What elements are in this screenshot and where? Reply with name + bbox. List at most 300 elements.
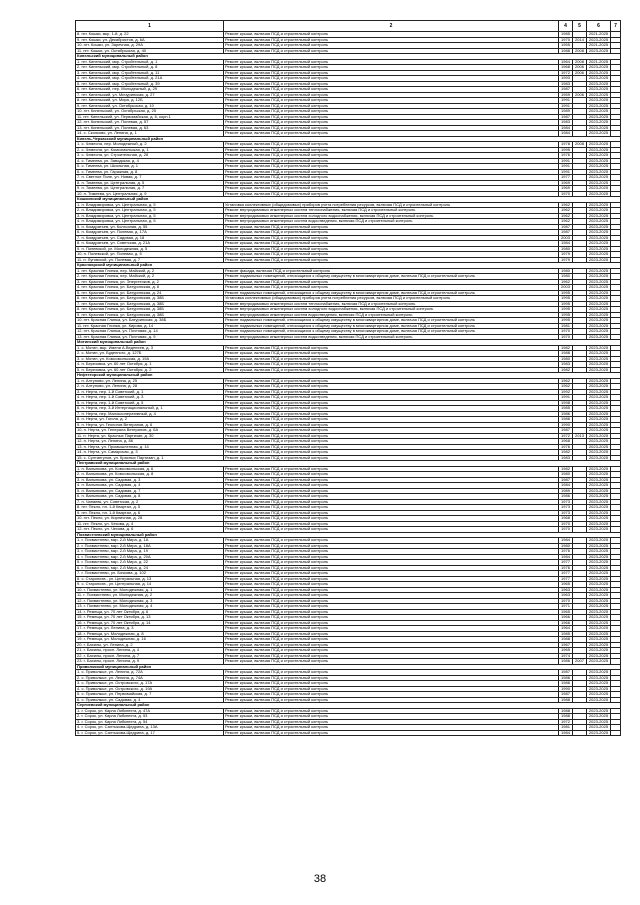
- address-cell: 4. п. Валынкова, ул. Садовая, д. 4: [76, 483, 224, 489]
- work-type-cell: Ремонт крыши, включая ПСД и строительный контроль: [224, 626, 559, 632]
- address-cell: 6. пгт. Красная Глинка, ул. Батуринская, д. 38Б: [76, 296, 224, 302]
- address-cell: 1. с. Мотин, мкр. Имени А.Веденеев, д. 3: [76, 345, 224, 351]
- year-built-cell: 1969: [559, 180, 573, 186]
- work-type-cell: Ремонт крыши, включая ПСД и строительный контроль: [224, 428, 559, 434]
- year-built-cell: 1980: [559, 246, 573, 252]
- work-type-cell: Ремонт крыши, включая ПСД и строительный контроль: [224, 76, 559, 82]
- period-cell: 2023-2025: [587, 620, 611, 626]
- address-cell: 2. пгт. Кинельский, мкр. Стройтельный, д. 8: [76, 65, 224, 71]
- year-built-cell: 1995: [559, 301, 573, 307]
- address-cell: 8. пгт. Кинельский, ул. Мира, д. 12Б: [76, 98, 224, 104]
- address-cell: 5. с. Приволжье, ул. Первомайская, д. 7: [76, 692, 224, 698]
- year-built-cell: 1991: [559, 169, 573, 175]
- period-cell: 2023-2025: [587, 312, 611, 318]
- header-cell-1: 1: [76, 21, 224, 32]
- work-type-cell: Ремонт крыши, включая ПСД и строительный контроль: [224, 384, 559, 390]
- year-built-cell: 1972: [559, 719, 573, 725]
- period-cell: 2023-2025: [587, 516, 611, 522]
- work-type-cell: Ремонт крыши, включая ПСД и строительный контроль: [224, 70, 559, 76]
- period-cell: 2023-2025: [587, 285, 611, 291]
- period-cell: 2023-2025: [587, 180, 611, 186]
- year-built-cell: 1962: [559, 208, 573, 214]
- year-built-cell: 1986: [559, 675, 573, 681]
- work-type-cell: Ремонт крыши, включая ПСД и строительный контроль: [224, 114, 559, 120]
- year-built-cell: 1977: [559, 560, 573, 566]
- year-built-cell: 1982: [559, 367, 573, 373]
- period-cell: 2023-2025: [587, 450, 611, 456]
- address-cell: 11. пгт. Пекло, ул. Чехова, д. 4: [76, 521, 224, 527]
- period-cell: 2023-2025: [587, 147, 611, 153]
- address-cell: 5. г. Сорок, ул. Салтыкова-Щедрина, д. 17: [76, 730, 224, 736]
- period-cell: 2023-2025: [587, 675, 611, 681]
- period-cell: 2023-2025: [587, 186, 611, 192]
- work-type-cell: Ремонт крыши, включая ПСД и строительный контроль: [224, 81, 559, 87]
- table-row: [76, 730, 621, 736]
- work-type-cell: Ремонт крыши, включая ПСД и строительный контроль: [224, 389, 559, 395]
- address-cell: 14. п. Нерта, ул. Самарская, д. 3: [76, 450, 224, 456]
- year-built-cell: 1990: [559, 422, 573, 428]
- work-type-cell: Ремонт крыши, включая ПСД и строительный контроль: [224, 180, 559, 186]
- year-built-cell: 1970: [559, 191, 573, 197]
- address-cell: 1. п. Алтуново, ул. Ленина, д. 25: [76, 378, 224, 384]
- period-cell: 2023-2025: [587, 345, 611, 351]
- year-built-cell: 1976: [559, 549, 573, 555]
- period-cell: 2023-2025: [587, 510, 611, 516]
- year-built-cell: 1974: [559, 653, 573, 659]
- address-cell: 9. с. Старопохв., ул. Центральная, д. 14: [76, 582, 224, 588]
- address-cell: 5. с. Тимеева, ул. Школьная, д. 1: [76, 164, 224, 170]
- period-cell: 2023-2025: [587, 175, 611, 181]
- address-cell: 18. г. Ремеща, ул. Молодежная, д. 8: [76, 631, 224, 637]
- address-cell: 11. пгт. Кинельский, ул. Первомайская, д. 6, корп.1: [76, 114, 224, 120]
- address-cell: 2. п. Владимировка, ул. Центральная, д. 5: [76, 208, 224, 214]
- work-type-cell: Ремонт крыши, включая ПСД и строительный контроль: [224, 681, 559, 687]
- work-type-cell: Ремонт крыши, включая ПСД и строительный контроль: [224, 230, 559, 236]
- address-cell: 3. пгт. Красная Глинка, ул. Энергетиков, д. 2: [76, 279, 224, 285]
- year-built-cell: 1985: [559, 406, 573, 412]
- period-cell: 2023-2025: [587, 241, 611, 247]
- work-type-cell: Ремонт крыши, включая ПСД и строительный контроль: [224, 241, 559, 247]
- work-type-cell: Ремонт подвальных помещений, относящихся к общему имуществу в многоквартирном доме, включая ПСД и строительный контроль: [224, 290, 559, 296]
- address-cell: 15. с. Султангулов, ул. Красных Партизан, д. 1: [76, 455, 224, 461]
- period-cell: 2023-2025: [587, 631, 611, 637]
- address-cell: 12. пгт. Пекло, ул. Чехова, д. 6: [76, 527, 224, 533]
- year-built-cell: 1984: [559, 730, 573, 736]
- work-type-cell: Ремонт крыши, включая ПСД и строительный контроль: [224, 725, 559, 731]
- address-cell: 2. с. Чемесна, ул. Комсомольская, д. 1: [76, 147, 224, 153]
- work-type-cell: Ремонт крыши, включая ПСД и строительный контроль: [224, 598, 559, 604]
- period-cell: 2023-2025: [587, 686, 611, 692]
- period-cell: 2023-2025: [587, 521, 611, 527]
- period-cell: 2023-2025: [587, 472, 611, 478]
- year-built-cell: 1986: [559, 681, 573, 687]
- work-type-cell: Ремонт крыши, включая ПСД и строительный контроль: [224, 395, 559, 401]
- address-cell: 7. г. Похвистнево, ул. Бочкова, д. 102: [76, 571, 224, 577]
- work-type-cell: Ремонт крыши, включая ПСД и строительный контроль: [224, 648, 559, 654]
- address-cell: 13. п. Нерта, ул. Промышленная, д. 14: [76, 444, 224, 450]
- page-number: 38: [313, 873, 327, 885]
- work-type-cell: Ремонт крыши, включая ПСД и строительный контроль: [224, 433, 559, 439]
- section-title: Похвистневский муниципальный район: [76, 532, 621, 538]
- address-cell: 16. г. Ремеща, ул. 70 лет Октября, д. 14: [76, 620, 224, 626]
- address-cell: 23. г. Бахилы, просп. Ленина, д. 9: [76, 659, 224, 665]
- section-title: Кинель-Черкасский муниципальный район: [76, 136, 621, 142]
- period-cell: 2023-2025: [587, 477, 611, 483]
- work-type-cell: Ремонт крыши, включая ПСД и строительный контроль: [224, 730, 559, 736]
- address-cell: 8. п. Нерта, ул. Гоголя, д. 2: [76, 417, 224, 423]
- year-built-cell: 1986: [559, 494, 573, 500]
- header-cell-4: 4: [559, 21, 573, 32]
- period-cell: 2023-2025: [587, 543, 611, 549]
- address-cell: 4. п. Владимировка, ул. Центральная, д. 5: [76, 219, 224, 225]
- address-cell: 9. пгт. Красная Глинка, ул. Батуринская, д. 38Б: [76, 312, 224, 318]
- work-type-cell: Ремонт крыши, включая ПСД и строительный контроль: [224, 571, 559, 577]
- period-cell: 2023-2025: [587, 571, 611, 577]
- work-type-cell: Ремонт крыши, включая ПСД и строительный контроль: [224, 87, 559, 93]
- header-cell-5: 5: [573, 21, 587, 32]
- address-cell: 14. с. Сколково, ул. Ленина, д. 1: [76, 131, 224, 137]
- year-built-cell: 1989: [559, 109, 573, 115]
- address-cell: 2. с. Приволжье, ул. Ленина, д. 74А: [76, 675, 224, 681]
- address-cell: 1. пгт. Красная Глинка, пер. Майский, д. 2: [76, 268, 224, 274]
- year-built-cell: 1966: [559, 615, 573, 621]
- work-type-cell: Ремонт крыши, включая ПСД и строительный контроль: [224, 120, 559, 126]
- period-cell: 2023-2025: [587, 670, 611, 676]
- period-cell: 2021-2025: [587, 43, 611, 49]
- work-type-cell: Ремонт крыши, включая ПСД и строительный контроль: [224, 378, 559, 384]
- year-built-cell: 1981: [559, 323, 573, 329]
- year-built-cell: 1988: [559, 637, 573, 643]
- year-built-cell: 1965: [559, 609, 573, 615]
- work-type-cell: Ремонт крыши, включая ПСД и строительный контроль: [224, 169, 559, 175]
- work-type-cell: Ремонт крыши, включая ПСД и строительный контроль: [224, 285, 559, 291]
- period-cell: 2023-2025: [587, 598, 611, 604]
- work-type-cell: Ремонт крыши, включая ПСД и строительный контроль: [224, 345, 559, 351]
- period-cell: 2023-2025: [587, 76, 611, 82]
- works-table-container: [75, 20, 620, 736]
- period-cell: 2023-2025: [587, 224, 611, 230]
- period-cell: 2023-2025: [587, 505, 611, 511]
- year-built-cell: 1976: [559, 153, 573, 159]
- work-type-cell: Ремонт крыши, включая ПСД и строительный контроль: [224, 362, 559, 368]
- period-cell: 2023-2025: [587, 208, 611, 214]
- address-cell: 1. с. Чемесна, пер. Молодежный, д. 2: [76, 142, 224, 148]
- section-title: Нефтегорский муниципальный район: [76, 373, 621, 379]
- period-cell: 2023-2025: [587, 279, 611, 285]
- address-cell: 4. г. Сорок, ул. Салтыкова-Щедрина, д. 13А: [76, 725, 224, 731]
- year-built-cell: 1984: [559, 483, 573, 489]
- period-cell: 2023-2025: [587, 246, 611, 252]
- year-built-cell: 1983: [559, 362, 573, 368]
- address-cell: 5. п. Березовка, ул. 60 лет Октября, д. 2: [76, 367, 224, 373]
- period-cell: 2023-2025: [587, 362, 611, 368]
- address-cell: 6. г. Похвистнево, мкр. 2-й Мира, д. 24: [76, 565, 224, 571]
- year-built-cell: 1970: [559, 334, 573, 340]
- period-cell: 2023-2025: [587, 296, 611, 302]
- work-type-cell: Ремонт крыши, включая ПСД и строительный контроль: [224, 488, 559, 494]
- work-type-cell: Ремонт крыши, включая ПСД и строительный контроль: [224, 175, 559, 181]
- year-renovated-cell: 2008: [573, 48, 587, 54]
- header-cell-2: 2: [224, 21, 559, 32]
- work-type-cell: Ремонт крыши, включая ПСД и строительный контроль: [224, 615, 559, 621]
- work-type-cell: Ремонт подвальных помещений, относящихся к общему имуществу в многоквартирном доме, включая ПСД и строительный контроль: [224, 274, 559, 280]
- period-cell: 2023-2025: [587, 494, 611, 500]
- year-built-cell: 1991: [559, 103, 573, 109]
- period-cell: 2023-2025: [587, 257, 611, 263]
- period-cell: 2023-2025: [587, 681, 611, 687]
- address-cell: 11. п. Луговской, ул. Полевая, д. 7: [76, 257, 224, 263]
- year-built-cell: 1987: [559, 692, 573, 698]
- work-type-cell: Ремонт крыши, включая ПСД и строительный контроль: [224, 538, 559, 544]
- year-built-cell: 1995: [559, 296, 573, 302]
- period-cell: 2023-2025: [587, 367, 611, 373]
- address-cell: 3. с. Чемесна, ул. Строительная, д. 28: [76, 153, 224, 159]
- work-type-cell: Ремонт крыши, включая ПСД и строительный контроль: [224, 32, 559, 38]
- address-cell: 10. пгт. Красная Глинка, ул. Батуринская, д. 38Б: [76, 318, 224, 324]
- work-type-cell: Ремонт внутридомовых инженерных систем теплоснабжения, включая ПСД и строительный контроль: [224, 208, 559, 214]
- work-type-cell: Ремонт крыши, включая ПСД и строительный контроль: [224, 422, 559, 428]
- year-built-cell: 1995: [559, 147, 573, 153]
- period-cell: 2021-2025: [587, 59, 611, 65]
- year-built-cell: 1986: [559, 659, 573, 665]
- period-cell: 2023-2025: [587, 48, 611, 54]
- address-cell: 12. п. Нерта, ул. Ленина, д. 86: [76, 439, 224, 445]
- year-built-cell: 1967: [559, 642, 573, 648]
- year-built-cell: 1971: [559, 604, 573, 610]
- year-built-cell: 1970: [559, 329, 573, 335]
- year-built-cell: 1985: [559, 631, 573, 637]
- work-type-cell: Ремонт крыши, включая ПСД и строительный контроль: [224, 158, 559, 164]
- period-cell: 2023-2025: [587, 692, 611, 698]
- year-built-cell: 1979: [559, 252, 573, 258]
- period-cell: 2023-2025: [587, 323, 611, 329]
- period-cell: 2023-2025: [587, 70, 611, 76]
- period-cell: 2023-2025: [587, 576, 611, 582]
- address-cell: 3. пгт. Кинельский, мкр. Стройтельный, д. 11: [76, 70, 224, 76]
- year-built-cell: 1965: [559, 582, 573, 588]
- address-cell: 3. с. Мотин, ул. Комсомольская, д. 19А: [76, 356, 224, 362]
- year-built-cell: 1964: [559, 626, 573, 632]
- year-built-cell: 1970: [559, 521, 573, 527]
- year-built-cell: 1973: [559, 510, 573, 516]
- work-type-cell: Ремонт крыши, включая ПСД и строительный контроль: [224, 450, 559, 456]
- year-built-cell: 1963: [559, 587, 573, 593]
- work-type-cell: Ремонт крыши, включая ПСД и строительный контроль: [224, 142, 559, 148]
- header-cell-6: 6: [587, 21, 611, 32]
- section-title: Приволжский муниципальный район: [76, 664, 621, 670]
- year-built-cell: 1970: [559, 598, 573, 604]
- address-cell: 10. п. Нерта, ул. Генерала Ветеранов, д. 6А: [76, 428, 224, 434]
- work-type-cell: Ремонт крыши, включая ПСД и строительный контроль: [224, 109, 559, 115]
- work-type-cell: Ремонт крыши, включая ПСД и строительный контроль: [224, 252, 559, 258]
- address-cell: 9. п. Нерта, ул. Геологов Ветеранов, д. 6: [76, 422, 224, 428]
- period-cell: 2023-2025: [587, 301, 611, 307]
- period-cell: 2023-2025: [587, 65, 611, 71]
- address-cell: 4. с. Тимеева, ул. Заводская, д. 4: [76, 158, 224, 164]
- work-type-cell: Ремонт крыши, включая ПСД и строительный контроль: [224, 351, 559, 357]
- address-cell: 5. п. Нерта, пер. 1-й Советский, д. 5: [76, 400, 224, 406]
- year-built-cell: 1991: [559, 98, 573, 104]
- work-type-cell: Ремонт крыши, включая ПСД и строительный контроль: [224, 554, 559, 560]
- year-built-cell: 1995: [559, 312, 573, 318]
- work-type-cell: Ремонт крыши, включая ПСД и строительный контроль: [224, 406, 559, 412]
- year-built-cell: 1973: [559, 505, 573, 511]
- year-built-cell: 1989: [559, 488, 573, 494]
- period-cell: 2023-2025: [587, 169, 611, 175]
- address-cell: 13. пгт. Кинельский, ул. Полевая, д. 63: [76, 125, 224, 131]
- year-built-cell: 1986: [559, 417, 573, 423]
- year-built-cell: 1980: [559, 268, 573, 274]
- address-cell: 7. пгт. Красная Глинка, ул. Батуринская, д. 38Б: [76, 301, 224, 307]
- period-cell: 2023-2025: [587, 411, 611, 417]
- work-type-cell: Ремонт крыши, включая ПСД и строительный контроль: [224, 499, 559, 505]
- year-renovated-cell: [573, 730, 587, 736]
- year-renovated-cell: 2013: [573, 433, 587, 439]
- work-type-cell: Ремонт крыши, включая ПСД и строительный контроль: [224, 477, 559, 483]
- period-cell: 2023-2025: [587, 455, 611, 461]
- work-type-cell: Установка коллективных (общедомовых) приборов учета потребления ресурсов, включая ПСД и строительный контроль: [224, 296, 559, 302]
- period-cell: 2023-2025: [587, 235, 611, 241]
- year-built-cell: 1995: [559, 318, 573, 324]
- work-type-cell: Ремонт крыши, включая ПСД и строительный контроль: [224, 631, 559, 637]
- address-cell: 13. пгт. Красная Глинка, ул. Почтовая, д. 9: [76, 334, 224, 340]
- work-type-cell: Ремонт внутридомовых инженерных систем водоотведения, включая ПСД и строительный контроль: [224, 219, 559, 225]
- work-type-cell: Ремонт крыши, включая ПСД и строительный контроль: [224, 186, 559, 192]
- period-cell: 2023-2025: [587, 290, 611, 296]
- work-type-cell: Ремонт крыши, включая ПСД и строительный контроль: [224, 505, 559, 511]
- work-type-cell: Ремонт подвальных помещений, относящихся к общему имуществу в многоквартирном доме, включая ПСД и строительный контроль: [224, 318, 559, 324]
- period-cell: 2023-2025: [587, 109, 611, 115]
- period-cell: 2023-2025: [587, 98, 611, 104]
- section-title: Пестравский муниципальный район: [76, 461, 621, 467]
- work-type-cell: Ремонт крыши, включая ПСД и строительный контроль: [224, 444, 559, 450]
- year-built-cell: 1982: [559, 466, 573, 472]
- year-built-cell: 1962: [559, 213, 573, 219]
- address-cell: 4. п. Нерта, пер. 1-й Советский, д. 3: [76, 395, 224, 401]
- address-cell: 3. п. Владимировка, ул. Центральная, д. 5: [76, 213, 224, 219]
- year-built-cell: 1970: [559, 37, 573, 43]
- year-built-cell: 1977: [559, 571, 573, 577]
- year-renovated-cell: 2006: [573, 70, 587, 76]
- year-built-cell: 1976: [559, 444, 573, 450]
- work-type-cell: Ремонт внутридомовых инженерных систем теплоснабжения, включая ПСД и строительный контроль: [224, 301, 559, 307]
- period-cell: 2023-2025: [587, 549, 611, 555]
- period-cell: 2023-2025: [587, 384, 611, 390]
- address-cell: 1. п. Валынкова, ул. Комсомольская, д. 6: [76, 466, 224, 472]
- work-type-cell: Ремонт крыши, включая ПСД и строительный контроль: [224, 565, 559, 571]
- work-type-cell: Ремонт крыши, включая ПСД и строительный контроль: [224, 708, 559, 714]
- year-renovated-cell: 2006: [573, 65, 587, 71]
- period-cell: 2023-2025: [587, 554, 611, 560]
- address-cell: 5. п. Валынкова, ул. Садовая, д. 7: [76, 488, 224, 494]
- address-cell: 1. п. Владимировка, ул. Центральная, д. 5: [76, 202, 224, 208]
- period-cell: 2023-2025: [587, 389, 611, 395]
- year-built-cell: 1984: [559, 538, 573, 544]
- year-built-cell: 1964: [559, 59, 573, 65]
- period-cell: 2023-2025: [587, 103, 611, 109]
- work-type-cell: Ремонт внутридомовых инженерных систем холодного водоснабжения, включая ПСД и строительный контроль: [224, 307, 559, 313]
- address-cell: 10. пгт. Пекло, ул. Кирпичная, д. 28: [76, 516, 224, 522]
- address-cell: 9. пгт. Кошки, ул. Декабристов, д. 6А: [76, 37, 224, 43]
- address-cell: 2. г. Похвистнево, мкр. 2-й Мира, д. 18А: [76, 543, 224, 549]
- period-cell: 2023-2025: [587, 120, 611, 126]
- period-cell: 2023-2025: [587, 593, 611, 599]
- address-cell: 6. с. Приволжье, ул. Садовая, д. 4: [76, 697, 224, 703]
- year-built-cell: 1984: [559, 241, 573, 247]
- address-cell: 8. пгт. Красная Глинка, ул. Батуринская, д. 38Б: [76, 307, 224, 313]
- work-type-cell: Ремонт подвальных помещений, относящихся к общему имуществу в многоквартирном доме, включая ПСД и строительный контроль: [224, 323, 559, 329]
- period-cell: 2023-2025: [587, 268, 611, 274]
- address-cell: 5. пгт. Кинельский, мкр. Стройтельный, д. 39: [76, 81, 224, 87]
- address-cell: 13. г. Похвистнево, ул. Молодежная, д. 4: [76, 604, 224, 610]
- period-cell: 2023-2025: [587, 356, 611, 362]
- period-cell: 2023-2025: [587, 587, 611, 593]
- work-type-cell: Ремонт крыши, включая ПСД и строительный контроль: [224, 521, 559, 527]
- year-built-cell: 1985: [559, 32, 573, 38]
- table-header-row: [76, 21, 621, 32]
- address-cell: 11. г. Похвистнево, ул. Молодежная, д. 2: [76, 593, 224, 599]
- period-cell: 2023-2025: [587, 653, 611, 659]
- address-cell: 9. пгт. Кинельский, ул. Октябрьская, д. 10: [76, 103, 224, 109]
- year-built-cell: 1988: [559, 48, 573, 54]
- section-title: Сергиевский муниципальный район: [76, 703, 621, 709]
- work-type-cell: Ремонт крыши, включая ПСД и строительный контроль: [224, 692, 559, 698]
- work-type-cell: Ремонт крыши, включая ПСД и строительный контроль: [224, 593, 559, 599]
- address-cell: 2. пгт. Красная Глинка, пер. Майский, д. 2: [76, 274, 224, 280]
- period-cell: 2023-2025: [587, 153, 611, 159]
- table-body: [76, 21, 621, 736]
- year-built-cell: 1987: [559, 114, 573, 120]
- year-built-cell: 1987: [559, 87, 573, 93]
- work-type-cell: Установка коллективных (общедомовых) приборов учета потребления ресурсов, включая ПСД и строительный контроль: [224, 202, 559, 208]
- year-built-cell: 2003: [559, 235, 573, 241]
- year-built-cell: 1980: [559, 472, 573, 478]
- period-cell: 2023-2025: [587, 466, 611, 472]
- year-built-cell: 1991: [559, 164, 573, 170]
- period-cell: 2023-2025: [587, 114, 611, 120]
- work-type-cell: Ремонт крыши, включая ПСД и строительный контроль: [224, 235, 559, 241]
- work-type-cell: Ремонт крыши, включая ПСД и строительный контроль: [224, 719, 559, 725]
- period-cell: 2023-2025: [587, 604, 611, 610]
- address-cell: 3. п. Валынкова, ул. Садовая, д. 3: [76, 477, 224, 483]
- work-type-cell: Ремонт крыши, включая ПСД и строительный контроль: [224, 604, 559, 610]
- address-cell: 2. г. Сорок, ул. Карла Либкнехта, д. 53: [76, 714, 224, 720]
- work-type-cell: Ремонт крыши, включая ПСД и строительный контроль: [224, 510, 559, 516]
- year-built-cell: 1959: [559, 92, 573, 98]
- year-built-cell: 1991: [559, 395, 573, 401]
- period-cell: 2023-2025: [587, 488, 611, 494]
- work-type-cell: Ремонт крыши, включая ПСД и строительный контроль: [224, 147, 559, 153]
- work-type-cell: Ремонт крыши, включая ПСД и строительный контроль: [224, 257, 559, 263]
- period-cell: 2023-2025: [587, 615, 611, 621]
- period-cell: 2023-2025: [587, 351, 611, 357]
- work-type-cell: Ремонт крыши, включая ПСД и строительный контроль: [224, 516, 559, 522]
- year-built-cell: 1987: [559, 477, 573, 483]
- period-cell: 2023-2025: [587, 125, 611, 131]
- address-cell: 7. п. Комдратьев, ул. Садовая, д. 18: [76, 235, 224, 241]
- year-built-cell: 1978: [559, 142, 573, 148]
- period-cell: 2023-2025: [587, 274, 611, 280]
- period-cell: 2023-2025: [587, 164, 611, 170]
- address-cell: 12. пгт. Кинельский, ул. Полевая, д. 57: [76, 120, 224, 126]
- work-type-cell: Ремонт крыши, включая ПСД и строительный контроль: [224, 686, 559, 692]
- year-built-cell: 1984: [559, 125, 573, 131]
- period-cell: 2023-2025: [587, 422, 611, 428]
- address-cell: 3. с. Приволжье, ул. Островского, д. 17А: [76, 681, 224, 687]
- period-cell: 2023-2025: [587, 252, 611, 258]
- address-cell: 8. пгт. Кошки, мкр. 1-й, д. 22: [76, 32, 224, 38]
- address-cell: 10. п. Тимеева, ул. Центральная, д. 9: [76, 191, 224, 197]
